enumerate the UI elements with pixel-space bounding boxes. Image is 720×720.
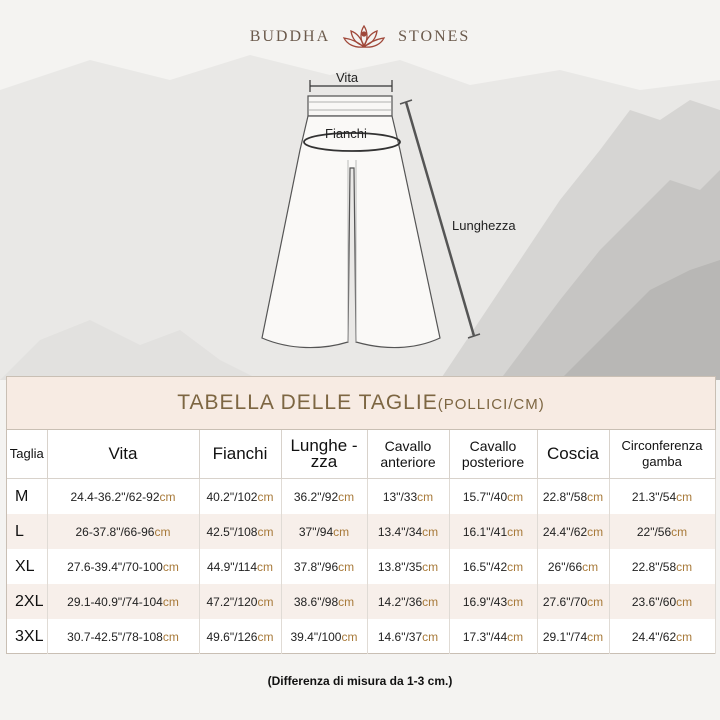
measure-value: 22"/56 bbox=[636, 524, 672, 539]
measure-cell bbox=[281, 549, 367, 584]
measure-cell bbox=[537, 584, 609, 619]
table-title bbox=[7, 377, 715, 430]
measure-cell bbox=[449, 479, 537, 515]
table-row bbox=[7, 479, 715, 515]
measure-cell bbox=[609, 584, 715, 619]
table-title-main: TABELLA DELLE TAGLIE bbox=[177, 391, 438, 414]
measure-value: 27.6"/70 bbox=[542, 594, 588, 609]
measure-cell bbox=[47, 549, 199, 584]
measure-cell bbox=[367, 479, 449, 515]
measure-value: 13.4"/34 bbox=[377, 524, 423, 539]
unit-label: cm bbox=[507, 489, 524, 504]
measure-cell bbox=[609, 619, 715, 654]
lotus-icon bbox=[342, 22, 386, 52]
measure-cell bbox=[47, 619, 199, 654]
table-row bbox=[7, 619, 715, 654]
measure-cell bbox=[281, 584, 367, 619]
measure-value: 14.2"/36 bbox=[377, 594, 423, 609]
measure-value: 16.9"/43 bbox=[462, 594, 508, 609]
header-waist: Vita bbox=[47, 430, 199, 479]
unit-label: cm bbox=[507, 559, 524, 574]
header-thigh: Coscia bbox=[537, 430, 609, 479]
unit-label: cm bbox=[587, 524, 604, 539]
measure-cell bbox=[47, 479, 199, 515]
table-header-row bbox=[7, 430, 715, 479]
size-table bbox=[7, 430, 716, 654]
measure-value: 37"/94 bbox=[298, 524, 334, 539]
measure-value: 13"/33 bbox=[382, 489, 418, 504]
measure-value: 36.2"/92 bbox=[293, 489, 339, 504]
brand-logo bbox=[0, 22, 720, 52]
unit-label: cm bbox=[422, 629, 439, 644]
unit-label: cm bbox=[507, 629, 524, 644]
header-hips: Fianchi bbox=[199, 430, 281, 479]
size-cell: L bbox=[7, 514, 47, 549]
unit-label: cm bbox=[162, 559, 179, 574]
measure-cell bbox=[367, 514, 449, 549]
table-row bbox=[7, 549, 715, 584]
measure-value: 49.6"/126 bbox=[206, 629, 258, 644]
unit-label: cm bbox=[507, 594, 524, 609]
unit-label: cm bbox=[257, 489, 274, 504]
measure-cell bbox=[449, 514, 537, 549]
table-title-unit: (POLLICI/CM) bbox=[437, 396, 545, 413]
unit-label: cm bbox=[507, 524, 524, 539]
unit-label: cm bbox=[257, 594, 274, 609]
measure-cell bbox=[199, 479, 281, 515]
measure-value: 38.6"/98 bbox=[293, 594, 339, 609]
unit-label: cm bbox=[341, 629, 358, 644]
unit-label: cm bbox=[422, 524, 439, 539]
measure-cell bbox=[367, 619, 449, 654]
unit-label: cm bbox=[162, 629, 179, 644]
length-label: Lunghezza bbox=[452, 218, 516, 233]
measure-cell bbox=[367, 549, 449, 584]
measure-value: 27.6-39.4"/70-100 bbox=[67, 559, 163, 574]
measure-value: 22.8"/58 bbox=[631, 559, 677, 574]
size-cell: M bbox=[7, 479, 47, 515]
unit-label: cm bbox=[676, 629, 693, 644]
measure-value: 44.9"/114 bbox=[206, 559, 258, 574]
unit-label: cm bbox=[676, 594, 693, 609]
measure-cell bbox=[281, 514, 367, 549]
measure-cell bbox=[537, 619, 609, 654]
unit-label: cm bbox=[257, 629, 274, 644]
measure-value: 16.1"/41 bbox=[462, 524, 508, 539]
measure-cell bbox=[367, 584, 449, 619]
size-cell: 2XL bbox=[7, 584, 47, 619]
measure-value: 29.1"/74 bbox=[542, 629, 588, 644]
measure-cell bbox=[199, 584, 281, 619]
unit-label: cm bbox=[587, 629, 604, 644]
measure-cell bbox=[199, 619, 281, 654]
unit-label: cm bbox=[582, 559, 599, 574]
hips-label: Fianchi bbox=[325, 126, 367, 141]
unit-label: cm bbox=[257, 559, 274, 574]
unit-label: cm bbox=[671, 524, 688, 539]
measure-value: 39.4"/100 bbox=[290, 629, 342, 644]
measure-value: 16.5"/42 bbox=[462, 559, 508, 574]
unit-label: cm bbox=[676, 559, 693, 574]
unit-label: cm bbox=[587, 594, 604, 609]
measure-cell bbox=[449, 584, 537, 619]
table-row bbox=[7, 584, 715, 619]
unit-label: cm bbox=[422, 594, 439, 609]
measure-cell bbox=[609, 549, 715, 584]
measure-cell bbox=[537, 549, 609, 584]
measure-cell bbox=[47, 584, 199, 619]
table-row bbox=[7, 514, 715, 549]
unit-label: cm bbox=[159, 489, 176, 504]
measure-value: 15.7"/40 bbox=[462, 489, 508, 504]
measure-value: 37.8"/96 bbox=[293, 559, 339, 574]
header-back-rise: Cavallo posteriore bbox=[449, 430, 537, 479]
unit-label: cm bbox=[154, 524, 171, 539]
measure-value: 13.8"/35 bbox=[377, 559, 423, 574]
measure-cell bbox=[449, 549, 537, 584]
unit-label: cm bbox=[587, 489, 604, 504]
brand-name-right: STONES bbox=[398, 28, 471, 45]
measure-value: 42.5"/108 bbox=[206, 524, 258, 539]
measure-cell bbox=[199, 514, 281, 549]
measure-value: 26"/66 bbox=[547, 559, 583, 574]
measure-value: 24.4"/62 bbox=[542, 524, 588, 539]
measure-cell bbox=[199, 549, 281, 584]
measure-value: 24.4-36.2"/62-92 bbox=[70, 489, 160, 504]
measure-value: 29.1-40.9"/74-104 bbox=[67, 594, 163, 609]
unit-label: cm bbox=[333, 524, 350, 539]
measure-value: 22.8"/58 bbox=[542, 489, 588, 504]
measure-cell bbox=[537, 514, 609, 549]
measure-value: 24.4"/62 bbox=[631, 629, 677, 644]
measure-value: 23.6"/60 bbox=[631, 594, 677, 609]
measure-value: 14.6"/37 bbox=[377, 629, 423, 644]
measure-value: 26-37.8"/66-96 bbox=[75, 524, 155, 539]
measure-cell bbox=[47, 514, 199, 549]
header-size: Taglia bbox=[7, 430, 47, 479]
brand-name-left: BUDDHA bbox=[249, 28, 331, 45]
unit-label: cm bbox=[422, 559, 439, 574]
size-chart-table bbox=[6, 376, 716, 654]
measure-value: 30.7-42.5"/78-108 bbox=[67, 629, 163, 644]
unit-label: cm bbox=[338, 559, 355, 574]
unit-label: cm bbox=[338, 594, 355, 609]
measure-cell bbox=[609, 479, 715, 515]
waist-label: Vita bbox=[336, 70, 359, 85]
measure-value: 47.2"/120 bbox=[206, 594, 258, 609]
measure-cell bbox=[537, 479, 609, 515]
header-leg-opening: Circonferenza gamba bbox=[609, 430, 715, 479]
unit-label: cm bbox=[338, 489, 355, 504]
measure-cell bbox=[609, 514, 715, 549]
measure-cell bbox=[449, 619, 537, 654]
unit-label: cm bbox=[417, 489, 434, 504]
measure-value: 40.2"/102 bbox=[206, 489, 258, 504]
unit-label: cm bbox=[162, 594, 179, 609]
size-cell: 3XL bbox=[7, 619, 47, 654]
header-front-rise: Cavallo anteriore bbox=[367, 430, 449, 479]
measure-cell bbox=[281, 479, 367, 515]
unit-label: cm bbox=[676, 489, 693, 504]
measure-cell bbox=[281, 619, 367, 654]
measure-value: 17.3"/44 bbox=[462, 629, 508, 644]
measure-value: 21.3"/54 bbox=[631, 489, 677, 504]
size-cell: XL bbox=[7, 549, 47, 584]
footnote: (Differenza di misura da 1-3 cm.) bbox=[267, 674, 453, 688]
header-length: Lunghe -zza bbox=[281, 430, 367, 479]
unit-label: cm bbox=[257, 524, 274, 539]
